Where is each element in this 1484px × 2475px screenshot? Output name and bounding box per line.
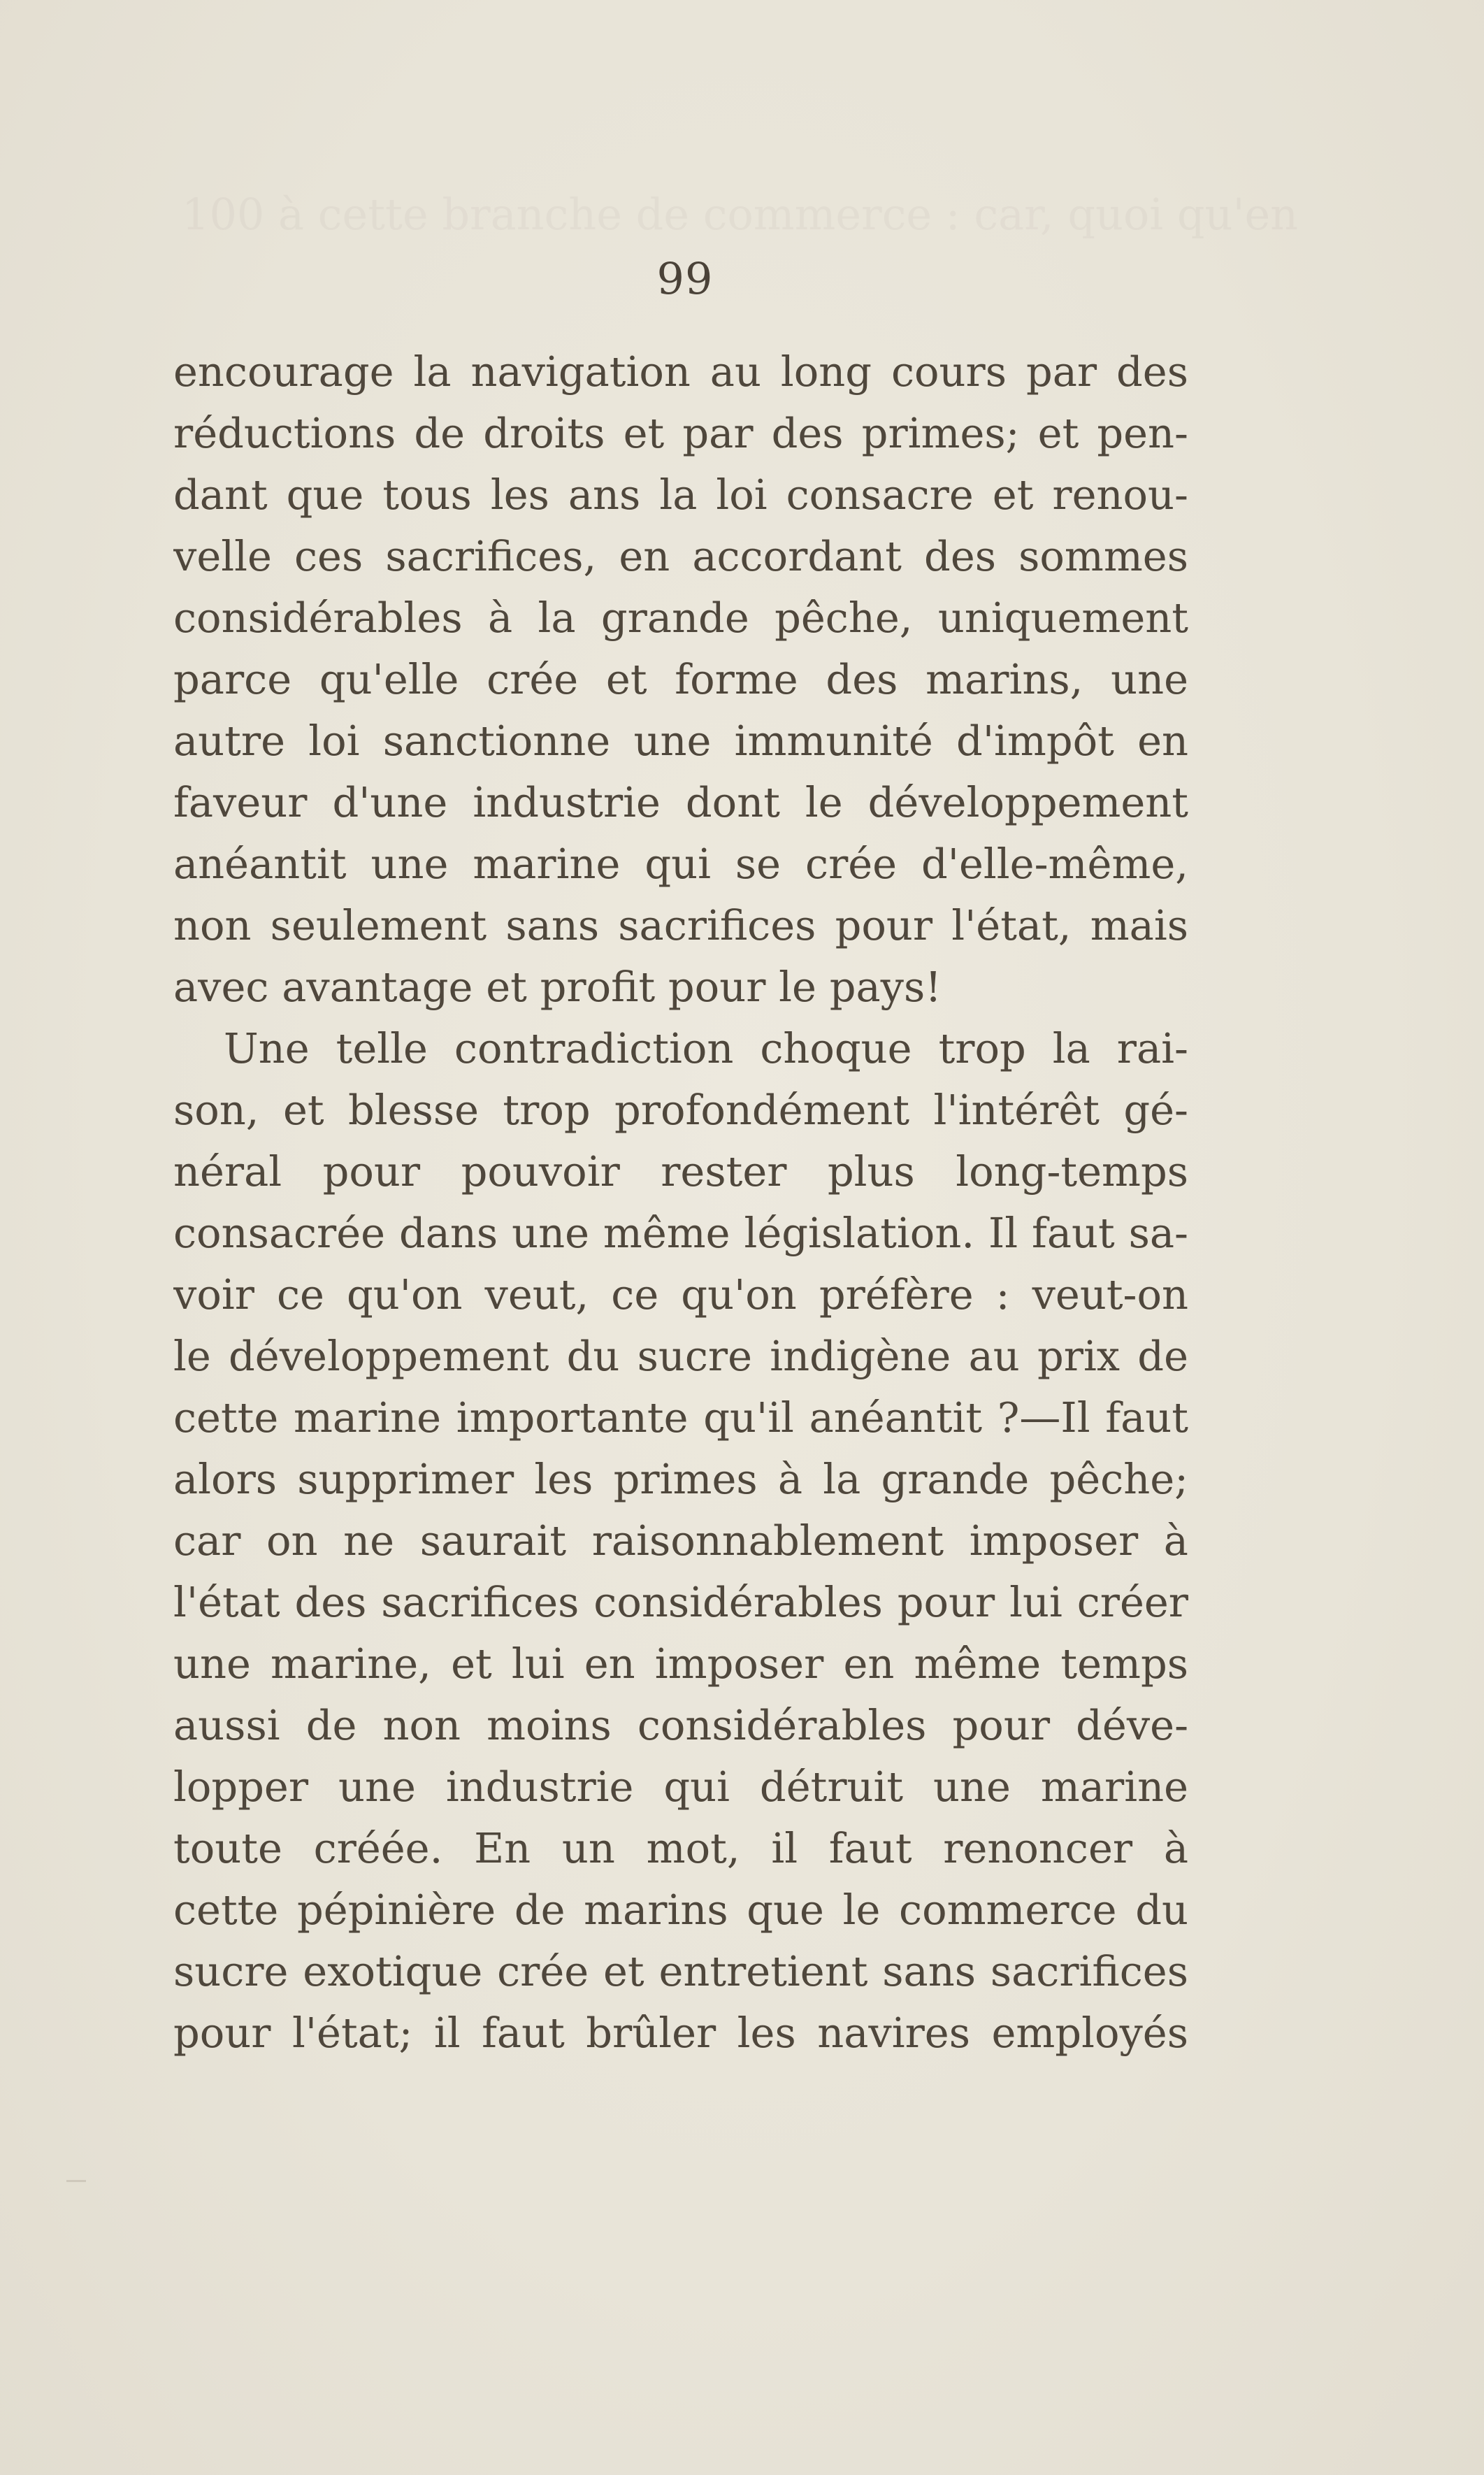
text-line: toute créée. En un mot, il faut renoncer à [173, 1824, 1188, 1872]
text-line: faveur d'une industrie dont le développement [173, 778, 1188, 826]
text-line: le développement du sucre indigène au prix de [173, 1332, 1188, 1380]
text-line: l'état des sacrifices considérables pour lui créer [173, 1578, 1188, 1626]
text-line: réductions de droits et par des primes; et pen- [173, 409, 1188, 457]
bleed-through-text: 100 à cette branche de commerce : car, quoi qu'en [182, 189, 1299, 240]
text-line: voir ce qu'on veut, ce qu'on préfère : veut-on [173, 1270, 1188, 1319]
body-text [173, 341, 1188, 2064]
text-line: cette pépinière de marins que le commerce du [173, 1886, 1188, 1934]
text-line: son, et blesse trop profondément l'intérêt gé- [173, 1086, 1188, 1134]
text-line: aussi de non moins considérables pour déve- [173, 1701, 1188, 1749]
text-line: pour l'état; il faut brûler les navires employés [173, 2009, 1188, 2057]
text-line: lopper une industrie qui détruit une marine [173, 1763, 1188, 1811]
text-line: encourage la navigation au long cours par des [173, 347, 1188, 396]
text-line: sucre exotique crée et entretient sans sacrifices [173, 1947, 1188, 1995]
text-line: alors supprimer les primes à la grande pêche; [173, 1455, 1188, 1503]
text-line: consacrée dans une même législation. Il faut sa- [173, 1209, 1188, 1257]
text-line: non seulement sans sacrifices pour l'état, mais [173, 901, 1188, 949]
text-line: avec avantage et profit pour le pays! [173, 963, 942, 1011]
text-line: velle ces sacrifices, en accordant des sommes [173, 532, 1188, 580]
text-line: autre loi sanctionne une immunité d'impôt en [173, 717, 1188, 765]
text-line: néral pour pouvoir rester plus long-temps [173, 1147, 1188, 1196]
text-line: parce qu'elle crée et forme des marins, une [173, 655, 1188, 703]
text-line: cette marine importante qu'il anéantit ?—Il faut [173, 1393, 1188, 1442]
page-number: 99 [656, 253, 714, 304]
text-line: considérables à la grande pêche, uniquement [173, 594, 1188, 642]
paragraph-start-line: Une telle contradiction choque trop la rai- [224, 1024, 1188, 1072]
text-line: dant que tous les ans la loi consacre et renou- [173, 471, 1188, 519]
text-line: anéantit une marine qui se crée d'elle-même, [173, 840, 1188, 888]
text-line: une marine, et lui en imposer en même temps [173, 1640, 1188, 1688]
text-line: car on ne saurait raisonnablement imposer à [173, 1516, 1188, 1565]
margin-mark [66, 2180, 86, 2182]
